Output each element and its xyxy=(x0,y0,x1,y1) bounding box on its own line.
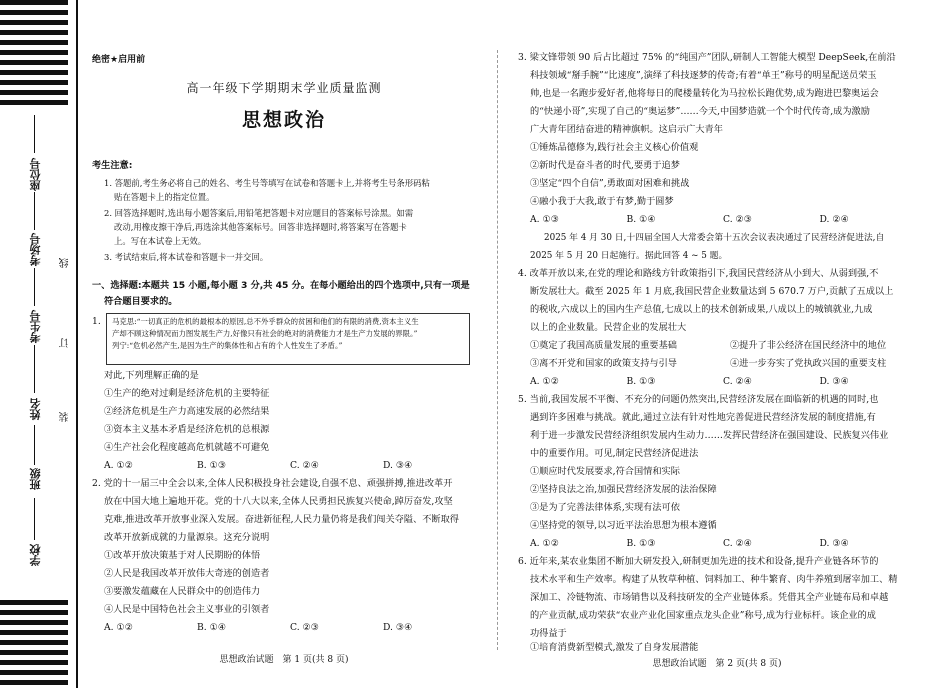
option-d: D. ②④ xyxy=(819,214,849,225)
option-a: A. ①③ xyxy=(530,214,559,225)
question-text: 以上的企业数量。民营企业的发展壮大 xyxy=(530,322,687,333)
notes-title: 考生注意: xyxy=(92,160,133,171)
binding-stripe xyxy=(0,10,68,15)
binding-stripe xyxy=(0,30,68,35)
exam-room-label: 考场号 xyxy=(29,233,42,266)
option-b: B. ①③ xyxy=(626,376,656,387)
question-text: 克难,推进改革开放事业深入发展。奋进新征程,人民力量仍将是我们闯关夺隘、不断取得 xyxy=(104,514,459,525)
quote-box xyxy=(106,313,470,365)
question-text: 中的重要作用。可见,制定民营经济促进法 xyxy=(530,448,699,459)
binding-stripe xyxy=(0,660,68,665)
choice-item: ②坚持良法之治,加强民营经济发展的法治保障 xyxy=(530,484,717,495)
binding-stripe xyxy=(0,50,68,55)
choice-item: ④生产社会化程度越高危机就越不可避免 xyxy=(104,442,270,453)
seal-staple-mark: 装 xyxy=(60,412,71,422)
fill-line xyxy=(34,345,35,393)
binding-strip xyxy=(0,0,80,688)
binding-stripe xyxy=(0,650,68,655)
option-c: C. ②④ xyxy=(723,376,753,387)
binding-stripe xyxy=(0,60,68,65)
question-text: 广大青年团结奋进的精神旗帜。这启示广大青年 xyxy=(530,124,723,135)
question-text: 技术水平和生产效率。构建了从牧草种植、饲料加工、种牛繁育、肉牛养殖到屠宰加工、精 xyxy=(530,574,898,585)
question-text: 5. 当前,我国发展不平衡、不充分的问题仍然突出,民营经济发展在面临新的机遇的同时,也 xyxy=(518,394,879,405)
question-text: 2. 党的十一届三中全会以来,全体人民积极投身社会建设,自强不息、顽强拼搏,推进改革开 xyxy=(92,478,453,489)
option-d: D. ③④ xyxy=(383,460,413,471)
binding-stripe xyxy=(0,80,68,85)
fill-line xyxy=(34,192,35,230)
choice-item: ③离不开党和国家的政策支持与引导 xyxy=(530,358,677,369)
answer-options xyxy=(104,620,476,636)
question-text: 放在中国大地上遍地开花。党的十八大以来,全体人民勇担民族复兴使命,踔厉奋发,攻坚 xyxy=(104,496,453,507)
option-c: C. ②③ xyxy=(290,622,320,633)
option-a: A. ①② xyxy=(104,460,133,471)
question-text: 深加工、冷链物流、市场销售以及科技研发的全产业链体系。凭借其全产业链布局和卓越 xyxy=(530,592,889,603)
fill-line xyxy=(34,498,35,540)
question-text: 科技领域“掰手腕”“比速度”,演绎了科技逐梦的传奇;有着“单王”称号的明星配送员荣玉 xyxy=(530,70,877,81)
choice-item: ④进一步夯实了党执政兴国的重要支柱 xyxy=(730,358,887,369)
page-divider xyxy=(497,50,498,650)
note-line: 1. 答题前,考生务必将自己的姓名、考生号等填写在试卷和答题卡上,并将考生号条形码粘 xyxy=(104,178,430,188)
quote-line: 马克思:“一切真正的危机的最根本的原因,总不外乎群众的贫困和他们的有限的消费,资本主义生 xyxy=(112,317,419,326)
note-line: 改动,用橡皮擦干净后,再选涂其他答案标号。回答非选择题时,将答案写在答题卡 xyxy=(114,222,407,232)
subject-title: 思想政治 xyxy=(241,109,326,131)
binding-stripe xyxy=(0,90,68,95)
option-b: B. ①④ xyxy=(626,214,656,225)
question-text: 遇到许多困难与挑战。就此,通过立法有针对性地完善促进民营经济发展的制度措施,有 xyxy=(530,412,876,423)
choice-item: ②提升了非公经济在国民经济中的地位 xyxy=(730,340,887,351)
fill-line xyxy=(34,268,35,306)
fill-line xyxy=(34,425,35,465)
binding-stripe xyxy=(0,640,68,645)
choice-item: ①顺应时代发展要求,符合国情和实际 xyxy=(530,466,680,477)
question-text: 帅,也是一名跑步爱好者,他将每日的爬楼量转化为马拉松长跑优势,成为跑进巴黎奥运会 xyxy=(530,88,879,99)
choice-item: ④人民是中国特色社会主义事业的引领者 xyxy=(104,604,270,615)
question-text: 断发展壮大。截至 2025 年 1 月底,我国民营企业数量达到 5 670.7 万户,贡献了五成以上 xyxy=(530,286,894,297)
binding-stripe xyxy=(0,20,68,25)
binding-stripe xyxy=(0,70,68,75)
binding-stripe xyxy=(0,40,68,45)
confidential-mark: 绝密★启用前 xyxy=(92,55,146,65)
binding-stripe xyxy=(0,610,68,615)
page-footer: 思想政治试题 第 2 页(共 8 页) xyxy=(652,659,782,669)
choice-item: ①培育消费新型模式,激发了自身发展潜能 xyxy=(530,642,699,653)
choice-item: ①改革开放决策基于对人民期盼的体悟 xyxy=(104,550,261,561)
exam-title: 高一年级下学期期末学业质量监测 xyxy=(186,81,382,95)
school-label: 学校 xyxy=(29,544,42,566)
note-line: 上。写在本试卷上无效。 xyxy=(114,236,207,246)
question-text: 6. 近年来,某农业集团不断加大研发投入,研制更加先进的技术和设备,提升产业链各环节的 xyxy=(518,556,879,567)
answer-options xyxy=(530,536,916,552)
question-text: 的“快递小哥”,实现了自己的“奥运梦”……今天,中国梦造就一个个时代传奇,成为激励 xyxy=(530,106,870,117)
option-c: C. ②④ xyxy=(290,460,320,471)
quote-line: 产却不顾这种情况而力图发展生产力,好像只有社会的绝对的消费能力才是生产力发展的界限。” xyxy=(112,329,418,338)
option-a: A. ①② xyxy=(104,622,133,633)
binding-stripe xyxy=(0,600,68,605)
option-c: C. ②④ xyxy=(723,538,753,549)
question-text: 利于进一步激发民营经济组织发展内生动力……发挥民营经济在强国建设、民族复兴伟业 xyxy=(530,430,889,441)
binding-stripe xyxy=(0,0,68,5)
note-line: 3. 考试结束后,将本试卷和答题卡一并交回。 xyxy=(104,252,269,262)
question-text: 3. 梁文锋带领 90 后占比超过 75% 的“纯国产”团队,研制人工智能大模型 DeepSeek,在前沿 xyxy=(518,52,896,63)
quote-line: 列宁:“危机必然产生,是因为生产的集体性和占有的个人性发生了矛盾。” xyxy=(112,341,343,350)
choice-item: ③资本主义基本矛盾是经济危机的总根源 xyxy=(104,424,270,435)
fill-line xyxy=(34,115,35,153)
option-a: A. ①② xyxy=(530,538,559,549)
choice-item: ②人民是我国改革开放伟大奇迹的创造者 xyxy=(104,568,270,579)
choice-item: ③坚定“四个自信”,勇敢面对困难和挑战 xyxy=(530,178,690,189)
seal-bind-mark: 订 xyxy=(60,338,71,348)
material-intro: 2025 年 4 月 30 日,十四届全国人大常委会第十五次会议表决通过了民营经济促进法,自 xyxy=(544,233,885,243)
choice-item: ②新时代是奋斗者的时代,要勇于追梦 xyxy=(530,160,680,171)
question-text: 的产业贡献,成功荣获“农业产业化国家重点龙头企业”称号,成为行业标杆。该企业的成 xyxy=(530,610,876,621)
choice-item: ④融小我于大我,敢于有梦,勤于圆梦 xyxy=(530,196,674,207)
binding-stripe xyxy=(0,100,68,105)
choice-item: ②经济危机是生产力高速发展的必然结果 xyxy=(104,406,270,417)
answer-options xyxy=(530,374,916,390)
option-d: D. ③④ xyxy=(383,622,413,633)
option-d: D. ③④ xyxy=(819,376,849,387)
question-stem: 对此,下列理解正确的是 xyxy=(104,370,199,381)
candidate-number-label: 考生号 xyxy=(29,310,42,343)
seat-number-label: 座位号 xyxy=(29,158,42,191)
note-line: 2. 回答选择题时,选出每小题答案后,用铅笔把答题卡对应题目的答案标号涂黑。如需 xyxy=(104,208,414,218)
binding-stripe xyxy=(0,630,68,635)
question-text: 的税收,六成以上的国内生产总值,七成以上的技术创新成果,八成以上的城镇就业,九成 xyxy=(530,304,873,315)
option-c: C. ②③ xyxy=(723,214,753,225)
choice-item: ③要激发蕴藏在人民群众中的创造伟力 xyxy=(104,586,261,597)
section-heading: 一、选择题:本题共 15 小题,每小题 3 分,共 45 分。在每小题给出的四个选项中,只有一项是 xyxy=(92,280,470,291)
question-text: 改革开放新成就的力量源泉。这充分说明 xyxy=(104,532,270,543)
option-b: B. ①③ xyxy=(626,538,656,549)
seal-line-mark: 线 xyxy=(60,258,71,268)
binding-stripe xyxy=(0,670,68,675)
choice-item: ①锤炼品德修为,践行社会主义核心价值观 xyxy=(530,142,699,153)
material-intro: 2025 年 5 月 20 日起施行。据此回答 4 ~ 5 题。 xyxy=(530,251,728,261)
binding-stripe xyxy=(0,620,68,625)
page-1 xyxy=(92,0,476,688)
option-d: D. ③④ xyxy=(819,538,849,549)
answer-options xyxy=(104,458,476,474)
page-footer: 思想政治试题 第 1 页(共 8 页) xyxy=(219,655,349,665)
binding-stripe xyxy=(0,680,68,685)
choice-item: ③是为了完善法律体系,实现有法可依 xyxy=(530,502,680,513)
name-label: 姓名 xyxy=(29,398,42,420)
answer-options xyxy=(530,212,916,228)
class-label: 班级 xyxy=(29,468,42,490)
section-heading-cont: 符合题目要求的。 xyxy=(104,296,178,307)
question-text: 4. 改革开放以来,在党的理论和路线方针政策指引下,我国民营经济从小到大、从弱到强,不 xyxy=(518,268,879,279)
choice-item: ①奠定了我国高质量发展的重要基础 xyxy=(530,340,677,351)
question-text: 功得益于 xyxy=(530,628,567,639)
option-a: A. ①② xyxy=(530,376,559,387)
question-number: 1. xyxy=(92,316,101,327)
page-2 xyxy=(518,0,916,688)
option-b: B. ①④ xyxy=(197,622,227,633)
choice-item: ①生产的绝对过剩是经济危机的主要特征 xyxy=(104,388,270,399)
note-line: 贴在答题卡上的指定位置。 xyxy=(114,192,215,202)
option-b: B. ①③ xyxy=(197,460,227,471)
choice-item: ④坚持党的领导,以习近平法治思想为根本遵循 xyxy=(530,520,717,531)
binding-line xyxy=(76,0,78,688)
